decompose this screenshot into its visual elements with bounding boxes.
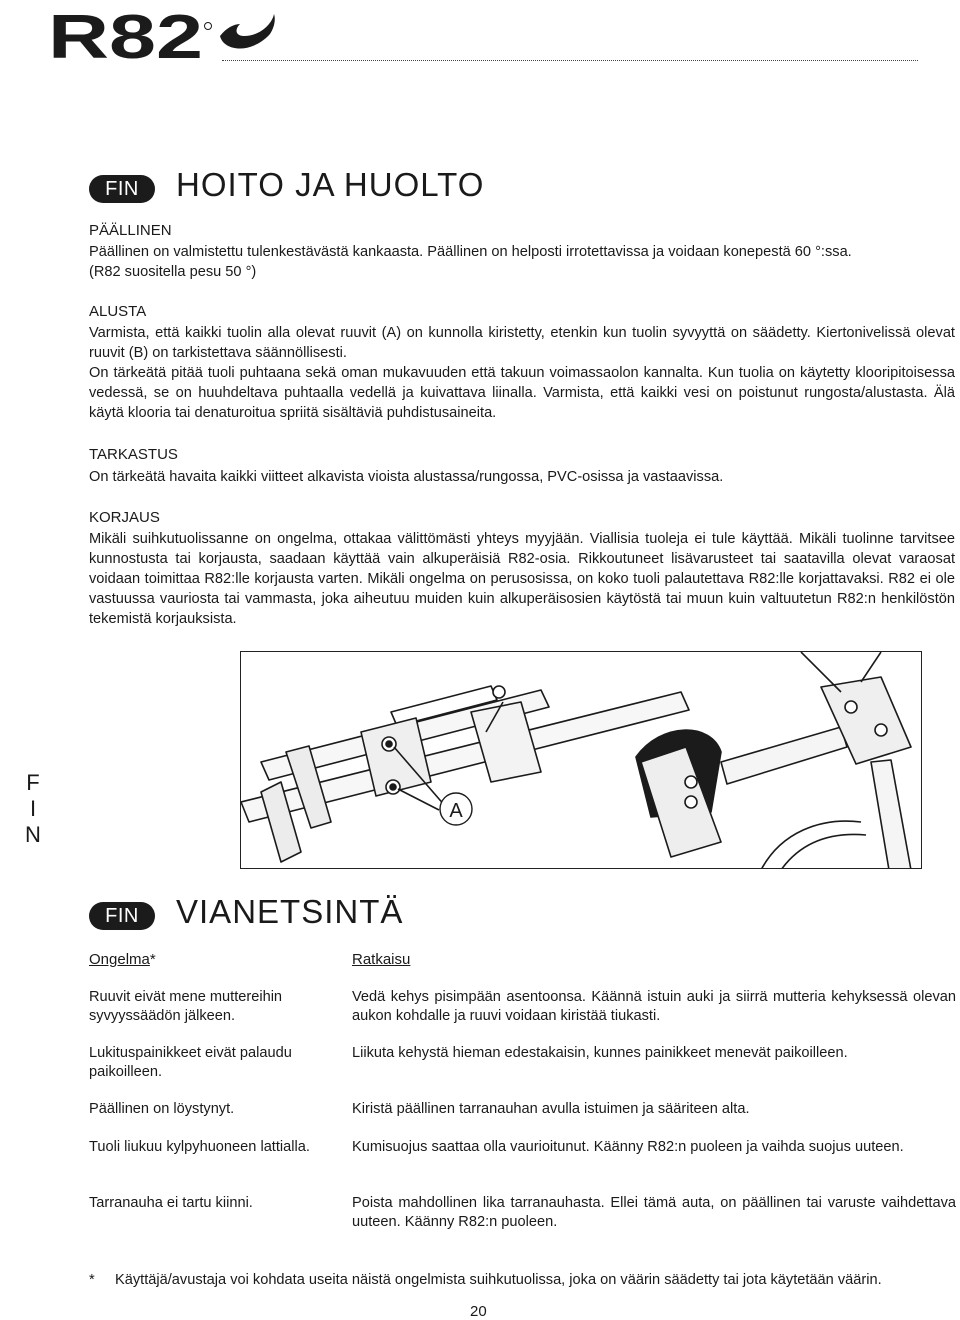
logo-wordmark: R82 (48, 6, 203, 64)
paragraph-repair (89, 529, 955, 629)
heading-base: ALUSTA (89, 303, 147, 320)
solution-2: Liikuta kehystä hieman edestakaisin, kunnes painikkeet menevät paikoilleen. (352, 1045, 848, 1061)
heading-cover: PÄÄLLINEN (89, 222, 172, 239)
paragraph-inspection (89, 467, 955, 487)
problem-header-text: Ongelma (89, 951, 150, 968)
side-language-tab (18, 770, 48, 848)
inspection-text: On tärkeätä havaita kaikki viitteet alkavista vioista alustassa/rungossa, PVC-osissa ja vastaavissa. (89, 469, 724, 485)
solution-1: Vedä kehys pisimpään asentoonsa. Käännä istuin auki ja siirrä mutteria kehyksessä olevan aukon kohdalle ja ruuvi voidaan kiristää tiukasti. (352, 989, 956, 1024)
column-header-solution: Ratkaisu (352, 951, 411, 968)
problem-1: Ruuvit eivät mene muttereihin syvyyssäädön jälkeen. (89, 989, 283, 1024)
footnote-mark: * (89, 1272, 95, 1288)
repair-text: Mikäli suihkutuolissanne on ongelma, ottakaa välittömästi yhteys myyjään. Viallisia tuoleja ei tule käyttää. Mikäli tuolinne tarvitsee kunnostusta tai korjausta, saadaan käyttää vain alkuperäisiä R82-osia. Rikkoutuneet lisävarusteet tai saatavilla olevat varaosat voidaan toimittaa R82:lle korjausta varten. Mikäli ongelma on perusosissa, on koko tuoli palautettava R82:lle korjattavaksi. R82 ei ole vastuussa vauriosta tai vammasta, joka aiheutuu muiden kuin alkuperäisosien käytöstä tai muun kuin valtuutetun R82:n henkilöstön tekemistä korjauksista. (89, 531, 955, 627)
heading-inspection: TARKASTUS (89, 446, 178, 463)
paragraph-base (89, 323, 955, 423)
language-badge: FIN (89, 175, 155, 203)
problem-4: Tuoli liukuu kylpyhuoneen lattialla. (89, 1139, 310, 1155)
r82-logo (48, 6, 288, 64)
problem-5: Tarranauha ei tartu kiinni. (89, 1195, 253, 1211)
chair-frame-illustration (240, 651, 922, 869)
solution-3: Kiristä päällinen tarranauhan avulla istuimen ja sääriteen alta. (352, 1101, 750, 1117)
solution-5: Poista mahdollinen lika tarranauhasta. Ellei tämä auta, on päällinen tai varuste vaihdettava uuteen. Käänny R82:n puoleen. (352, 1195, 956, 1230)
header-dotted-rule (222, 60, 918, 61)
solution-4: Kumisuojus saattaa olla vaurioitunut. Käänny R82:n puoleen ja vaihda suojus uuteen. (352, 1139, 904, 1155)
problem-2: Lukituspainikkeet eivät palaudu paikoilleen. (89, 1045, 292, 1080)
footnote-text: Käyttäjä/avustaja voi kohdata useita näistä ongelmista suihkutuolissa, joka on väärin säädetty tai jota käytetään väärin. (115, 1272, 882, 1288)
frame-drawing (241, 652, 922, 869)
side-letter-i: I (29, 796, 37, 821)
cover-line-1: Päällinen on valmistettu tulenkestävästä kankaasta. Päällinen on helposti irrotettavissa ja voidaan konepestä 60 °:ssa. (89, 244, 852, 260)
section-title-care: HOITO JA HUOLTO (176, 166, 485, 203)
problem-header-asterisk: * (149, 951, 156, 968)
column-header-problem (89, 951, 156, 968)
callout-label-a: A (449, 800, 463, 822)
side-letter-f: F (26, 770, 40, 795)
page-number: 20 (470, 1303, 487, 1320)
side-letter-n: N (25, 822, 41, 847)
base-text-1: Varmista, että kaikki tuolin alla olevat ruuvit (A) on kunnolla kiristetty, etenkin kun tuolin syvyyttä on säädetty. Kiertonivelissä olevat ruuvit (B) on tarkistettava säännöllisesti. (89, 325, 955, 361)
section-title-troubleshooting: VIANETSINTÄ (176, 893, 404, 930)
paragraph-cover (89, 242, 955, 282)
heading-repair: KORJAUS (89, 509, 160, 526)
base-text-2: On tärkeätä pitää tuoli puhtaana sekä oman mukavuuden että takuun voimassaolon kannalta. Kun tuolia on käytetty klooripitoisessa vedessä, se on huuhdeltava puhtaalla vedellä ja kuivattava liinalla. Varmista, että kaikki vesi on poistunut rungosta/alustasta. Älä käytä klooria tai denaturoitua spriitä sisältäviä puhdistusaineita. (89, 365, 955, 421)
cover-line-2: (R82 suositella pesu 50 °) (89, 264, 257, 280)
problem-3: Päällinen on löystynyt. (89, 1101, 235, 1117)
language-badge-2: FIN (89, 902, 155, 930)
